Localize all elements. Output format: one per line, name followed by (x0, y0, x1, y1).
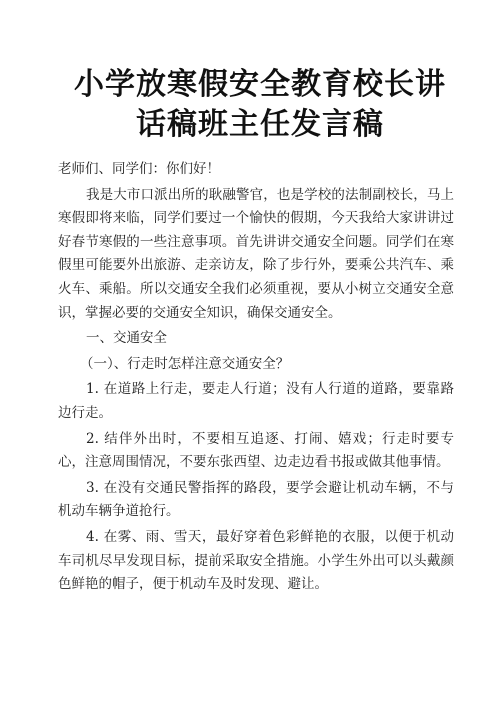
subsection-heading: （一）、行走时怎样注意交通安全？ (80, 355, 290, 372)
document-body (58, 158, 454, 599)
list-item: 1. 在道路上行走，要走人行道；没有人行道的道路，要靠路边行走。 (58, 381, 454, 421)
list-item: 3. 在没有交通民警指挥的路段，要学会避让机动车辆，不与机动车辆争道抢行。 (58, 479, 454, 520)
list-item: 4. 在雾、雨、雪天，最好穿着色彩鲜艳的衣服，以便于机动车司机尽早发现目标，提前采取安全措施。小学生外出可以头戴颜色鲜艳的帽子，便于机动车及时发现、避让。 (58, 528, 454, 593)
greeting-paragraph: 老师们、同学们：你们好！ (58, 161, 220, 177)
list-item: 2. 结伴外出时，不要相互追逐、打闹、嬉戏；行走时要专心，注意周围情况，不要东张西望、边走边看书报或做其他事情。 (58, 430, 454, 471)
intro-paragraph: 我是大市口派出所的耿融警官，也是学校的法制副校长，马上寒假即将来临，同学们要过一个愉快的假期，今天我给大家讲讲过好春节寒假的一些注意事项。首先讲讲交通安全问题。同学们在寒假里可能要外出旅游、走亲访友，除了步行外，要乘公共汽车、乘火车、乘船。所以交通安全我们必须重视，要从小树立交通安全意识，掌握必要的交通安全知识，确保交通安全。 (58, 186, 454, 321)
document-title-line-2: 话稿班主任发言稿 (136, 107, 384, 142)
document-title-line-1: 小学放寒假安全教育校长讲 (74, 67, 446, 102)
section-heading: 一、交通安全 (86, 330, 167, 347)
